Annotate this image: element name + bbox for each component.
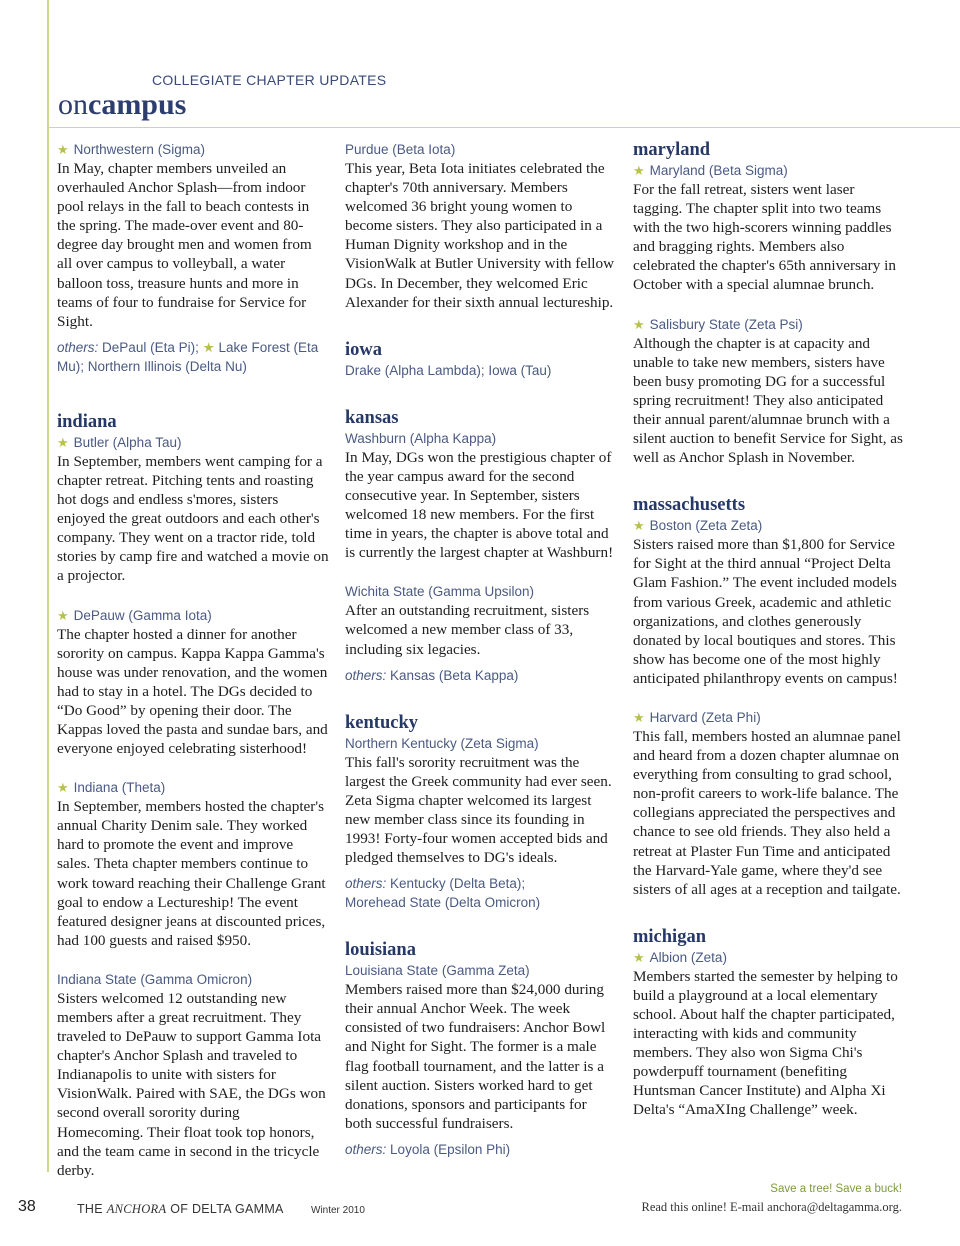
others-label: others: xyxy=(345,667,387,683)
publication-title xyxy=(77,1202,284,1217)
chapter-depauw: ★ DePauw (Gamma Iota) xyxy=(57,606,329,625)
others-kansas-text: Kansas (Beta Kappa) xyxy=(390,667,519,683)
chapter-indiana-theta: ★ Indiana (Theta) xyxy=(57,778,329,797)
section-title xyxy=(58,88,186,122)
save-tree-note: Save a tree! Save a buck! xyxy=(770,1183,902,1195)
star-icon: ★ xyxy=(202,339,215,355)
others-kentucky-b: Morehead State (Delta Omicron) xyxy=(345,895,541,911)
others-louisiana xyxy=(345,1140,615,1159)
margin-rule-vertical xyxy=(47,0,49,1172)
chapter-purdue: Purdue (Beta Iota) xyxy=(345,142,456,157)
chapter-albion: ★ Albion (Zeta) xyxy=(633,948,905,967)
page-number: 38 xyxy=(18,1198,36,1215)
butler-body: In September, members went camping for a chapter retreat. Pitching tents and roasting hot dogs and endless s'mores, sisters enjoyed the great outdoors and each other's company. They went on a tractor ride, told stories by camp fire and watched a movie on a projector. xyxy=(57,452,329,585)
salisbury-body: Although the chapter is at capacity and unable to take new members, sisters have been busy promoting DG for a successful spring recruitment! They also anticipated their annual parent/alumnae brunch with a silent auction to benefit Service for Sight, as well as Anchor Splash in November. xyxy=(633,334,903,467)
pub-pre: THE xyxy=(77,1202,103,1216)
wichita-body: After an outstanding recruitment, sisters welcomed a new member class of 33, including six legacies. xyxy=(345,602,590,658)
others-northern-illinois: Northern Illinois (Delta Nu) xyxy=(87,358,247,374)
section-kicker: COLLEGIATE CHAPTER UPDATES xyxy=(152,72,387,88)
indiana-theta-body: In September, members hosted the chapter's annual Charity Denim sale. They worked hard to promote the event and improve sales. Theta chapter members continue to work toward reaching their Challenge Grant goal to endow a Lectureship! The event featured designer jeans at discounted prices, had 100 guests and raised $950. xyxy=(57,798,326,949)
state-heading-kentucky: kentucky xyxy=(345,712,418,733)
others-label: others: xyxy=(345,876,387,892)
chapter-northwestern: ★ Northwestern (Sigma) xyxy=(57,140,329,159)
purdue-body: This year, Beta Iota initiates celebrated the chapter's 70th anniversary. Members welcomed 36 bright young women to become sisters. They also participated in a Human Dignity workshop and in the VisionWalk at Butler University with fellow DGs. In December, they welcomed Eric Alexander for their sixth annual lectureship. xyxy=(345,160,615,311)
louisiana-body: Members raised more than $24,000 during their annual Anchor Week. The week consisted of two fundraisers: Anchor Bowl and Night for Sight. The former is a male flag football tournament, and the latter is a silent auction. Sisters worked hard to get donations, sponsors and participants for both successful fundraisers. xyxy=(345,981,606,1132)
others-illinois xyxy=(57,338,329,376)
albion-body: Members started the semester by helping to build a playground at a local elementary school. About half the chapter participated, interacting with kids and community members. They also won Sigma Chi's powderpuff tournament (benefiting Huntsman Cancer Institute) and Alpha Xi Delta's “AmaXIng Challenge” week. xyxy=(633,967,898,1119)
chapter-salisbury-state: ★ Salisbury State (Zeta Psi) xyxy=(633,315,905,334)
others-depaul: DePaul (Eta Pi); xyxy=(102,339,199,355)
pub-post: OF DELTA GAMMA xyxy=(170,1202,284,1216)
harvard-body: This fall, members hosted an alumnae panel and heard from a dozen chapter alumnae on everything from consulting to grad school, non-profit careers to work-life balance. The collegians appreciated the perspectives and chance to see old friends. They also held a retreat at Plaster Fun Time and anticipated the Harvard-Yale game, where they'd see sisters of all ages at a reception and tailgate. xyxy=(633,727,901,898)
depauw-body: The chapter hosted a dinner for another sorority on campus. Kappa Kappa Gamma's house was under renovation, and the women had to stay in a hotel. The DGs decided to “Do Good” by opening their door. The Kappas loved the pasta and sundae bars, and everyone enjoyed celebrating sisterhood! xyxy=(57,625,328,758)
column-3 xyxy=(633,140,905,1120)
column-2 xyxy=(345,140,615,1159)
others-label: others: xyxy=(57,339,99,355)
northwestern-body: In May, chapter members unveiled an overhauled Anchor Splash—from indoor pool relays in the fall to beach contests in the spring. The made-over event and 80-degree day brought men and women from all over campus to volleyball, a water balloon toss, treasure hunts and more in teams of four to fundraise for Service for Sight. xyxy=(57,160,312,330)
issue-date: Winter 2010 xyxy=(311,1205,365,1216)
chapter-northern-kentucky: Northern Kentucky (Zeta Sigma) xyxy=(345,735,539,751)
others-label: others: xyxy=(345,1141,387,1157)
title-pre: on xyxy=(58,88,88,121)
chapter-indiana-state: Indiana State (Gamma Omicron) xyxy=(57,971,253,987)
others-kentucky xyxy=(345,874,615,912)
chapter-washburn: Washburn (Alpha Kappa) xyxy=(345,430,497,446)
washburn-body: In May, DGs won the prestigious chapter of the year campus award for the second consecutive year. In September, sisters welcomed 18 new members. For the first time in years, the chapter is above total and is currently the largest chapter at Washburn! xyxy=(345,448,614,562)
state-heading-kansas: kansas xyxy=(345,407,399,428)
state-heading-louisiana: louisiana xyxy=(345,940,416,961)
indiana-state-body: Sisters welcomed 12 outstanding new members after a great recruitment. They traveled to DePauw to support Gamma Iota chapter's Anchor Splash and traveled to Indianapolis to unite with sisters for VisionWalk. Paired with SAE, the DGs won second overall sorority during Homecoming. Their float took top honors, and the team came in second in the tricycle derby. xyxy=(57,989,326,1179)
chapter-louisiana-state: Louisiana State (Gamma Zeta) xyxy=(345,963,530,979)
chapter-maryland: ★ Maryland (Beta Sigma) xyxy=(633,161,905,180)
others-kansas xyxy=(345,666,615,685)
maryland-body: For the fall retreat, sisters went laser tagging. The chapter split into two teams with the two high-scorers winning paddles and bragging rights. Members also celebrated the chapter's 65th anniversary in October with a special alumnae brunch. xyxy=(633,181,896,294)
column-1 xyxy=(57,140,329,1180)
others-kentucky-a: Kentucky (Delta Beta); xyxy=(390,876,526,892)
state-heading-iowa: iowa xyxy=(345,339,382,360)
others-lake-forest: Lake Forest (Eta Mu); xyxy=(57,339,319,374)
chapter-harvard: ★ Harvard (Zeta Phi) xyxy=(633,708,905,727)
northern-kentucky-body: This fall's sorority recruitment was the largest the Greek community had ever seen. Zeta Sigma chapter welcomed its largest new member class since its founding in 1993! Forty-four women accepted bids and pledged themselves to DG's ideals. xyxy=(345,753,612,867)
state-heading-michigan: michigan xyxy=(633,926,706,947)
chapter-butler: ★ Butler (Alpha Tau) xyxy=(57,433,329,452)
state-heading-maryland: maryland xyxy=(633,140,711,160)
read-online-note: Read this online! E-mail anchora@deltagamma.org. xyxy=(641,1200,902,1214)
others-louisiana-text: Loyola (Epsilon Phi) xyxy=(390,1141,511,1157)
chapter-wichita-state: Wichita State (Gamma Upsilon) xyxy=(345,584,535,600)
title-bold: campus xyxy=(88,88,187,121)
chapters-iowa: Drake (Alpha Lambda); Iowa (Tau) xyxy=(345,362,552,378)
state-heading-massachusetts: massachusetts xyxy=(633,495,746,516)
state-heading-indiana: indiana xyxy=(57,411,117,432)
boston-body: Sisters raised more than $1,800 for Service for Sight at the third annual “Project Delta Glam Fashion.” The event included models from various Greek, academic and athletic organizations, and clothes generously donated by local boutiques and stores. This show has become one of the most highly anticipated philanthropy events on campus! xyxy=(633,536,898,687)
chapter-boston: ★ Boston (Zeta Zeta) xyxy=(633,516,905,535)
header-rule xyxy=(47,127,960,128)
pub-italic: ANCHORA xyxy=(106,1202,167,1216)
